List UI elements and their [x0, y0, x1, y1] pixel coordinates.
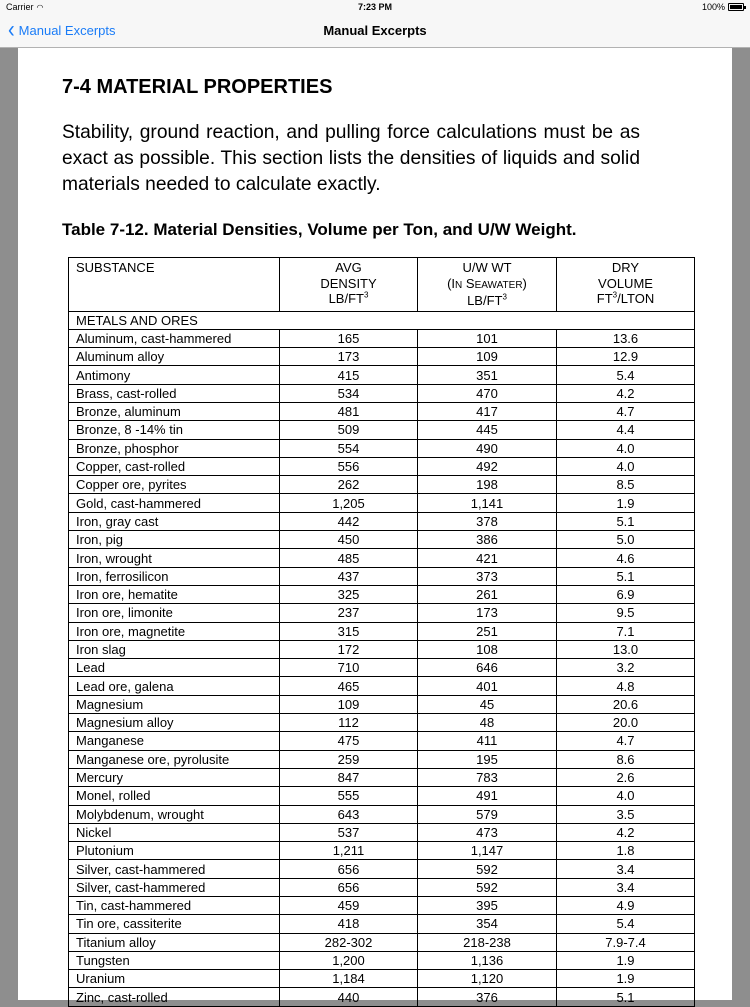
avg-density-cell: 475: [280, 732, 418, 750]
table-body: [69, 311, 695, 1006]
dry-volume-cell: 3.2: [557, 659, 695, 677]
header-avg-l3: LB/FT: [328, 291, 364, 306]
avg-density-cell: 1,200: [280, 951, 418, 969]
uw-weight-cell: 417: [418, 402, 557, 420]
dry-volume-cell: 4.4: [557, 421, 695, 439]
dry-volume-cell: 20.0: [557, 714, 695, 732]
header-uw-l1: U/W WT: [462, 260, 512, 275]
header-substance: [69, 258, 280, 312]
substance-cell: Aluminum, cast-hammered: [69, 329, 280, 347]
avg-density-cell: 465: [280, 677, 418, 695]
battery-status: [702, 0, 744, 14]
avg-density-cell: 656: [280, 860, 418, 878]
dry-volume-cell: 4.9: [557, 897, 695, 915]
group-label: METALS AND ORES: [69, 311, 695, 329]
avg-density-cell: 315: [280, 622, 418, 640]
header-uw-l3: LB/FT: [467, 293, 503, 308]
uw-weight-cell: 473: [418, 823, 557, 841]
uw-weight-cell: 373: [418, 567, 557, 585]
table-row: [69, 549, 695, 567]
table-header-row: [69, 258, 695, 312]
dry-volume-cell: 4.7: [557, 732, 695, 750]
chevron-left-icon: ‹: [8, 16, 15, 44]
substance-cell: Iron slag: [69, 640, 280, 658]
uw-weight-cell: 411: [418, 732, 557, 750]
avg-density-cell: 847: [280, 768, 418, 786]
substance-cell: Iron ore, magnetite: [69, 622, 280, 640]
avg-density-cell: 262: [280, 476, 418, 494]
avg-density-cell: 1,184: [280, 970, 418, 988]
avg-density-cell: 109: [280, 695, 418, 713]
substance-cell: Copper, cast-rolled: [69, 457, 280, 475]
uw-weight-cell: 101: [418, 329, 557, 347]
table-row: [69, 878, 695, 896]
table-row: [69, 805, 695, 823]
uw-weight-cell: 783: [418, 768, 557, 786]
table-row: [69, 988, 695, 1006]
avg-density-cell: 1,211: [280, 842, 418, 860]
substance-cell: Aluminum alloy: [69, 348, 280, 366]
table-row: [69, 787, 695, 805]
substance-cell: Plutonium: [69, 842, 280, 860]
header-avg-sup: 3: [363, 290, 369, 300]
table-row: [69, 659, 695, 677]
table-row: [69, 585, 695, 603]
substance-cell: Bronze, 8 -14% tin: [69, 421, 280, 439]
uw-weight-cell: 1,120: [418, 970, 557, 988]
dry-volume-cell: 5.1: [557, 512, 695, 530]
table-row: [69, 823, 695, 841]
header-uw-l2-sc1: N: [455, 279, 463, 291]
header-dry-l3a: FT: [596, 291, 613, 306]
substance-cell: Titanium alloy: [69, 933, 280, 951]
nav-title: Manual Excerpts: [323, 23, 427, 38]
header-uw-l2-sc2: EAWATER: [474, 279, 523, 291]
avg-density-cell: 643: [280, 805, 418, 823]
uw-weight-cell: 401: [418, 677, 557, 695]
intro-paragraph: Stability, ground reaction, and pulling force calculations must be as exact as possible. This section lists the densities of liquids and solid materials needed to calculate exactly.: [62, 122, 640, 195]
table-row: [69, 366, 695, 384]
section-heading: 7-4 MATERIAL PROPERTIES: [62, 76, 333, 98]
dry-volume-cell: 8.6: [557, 750, 695, 768]
table-row: [69, 531, 695, 549]
table-row: [69, 329, 695, 347]
uw-weight-cell: 108: [418, 640, 557, 658]
table-row: [69, 897, 695, 915]
table-caption: Table 7-12. Material Densities, Volume per Ton, and U/W Weight.: [62, 220, 577, 239]
dry-volume-cell: 13.6: [557, 329, 695, 347]
dry-volume-cell: 5.4: [557, 915, 695, 933]
avg-density-cell: 282-302: [280, 933, 418, 951]
substance-cell: Gold, cast-hammered: [69, 494, 280, 512]
substance-cell: Manganese ore, pyrolusite: [69, 750, 280, 768]
substance-cell: Uranium: [69, 970, 280, 988]
substance-cell: Monel, rolled: [69, 787, 280, 805]
table-row: [69, 842, 695, 860]
table-row: [69, 384, 695, 402]
header-dry-l3b: /LTON: [617, 291, 655, 306]
dry-volume-cell: 4.0: [557, 439, 695, 457]
substance-cell: Magnesium alloy: [69, 714, 280, 732]
substance-cell: Bronze, aluminum: [69, 402, 280, 420]
avg-density-cell: 485: [280, 549, 418, 567]
avg-density-cell: 112: [280, 714, 418, 732]
status-bar: [0, 0, 750, 14]
uw-weight-cell: 218-238: [418, 933, 557, 951]
table-row: [69, 348, 695, 366]
uw-weight-cell: 470: [418, 384, 557, 402]
substance-cell: Iron, ferrosilicon: [69, 567, 280, 585]
uw-weight-cell: 386: [418, 531, 557, 549]
table-row: [69, 622, 695, 640]
substance-cell: Tin ore, cassiterite: [69, 915, 280, 933]
substance-cell: Silver, cast-hammered: [69, 860, 280, 878]
table-row: [69, 860, 695, 878]
dry-volume-cell: 5.1: [557, 567, 695, 585]
header-avg-l1: AVG: [335, 260, 362, 275]
dry-volume-cell: 3.4: [557, 860, 695, 878]
uw-weight-cell: 492: [418, 457, 557, 475]
table-row: [69, 677, 695, 695]
dry-volume-cell: 1.8: [557, 842, 695, 860]
dry-volume-cell: 13.0: [557, 640, 695, 658]
header-dry-l2: VOLUME: [598, 275, 653, 291]
table-row: [69, 494, 695, 512]
uw-weight-cell: 1,136: [418, 951, 557, 969]
uw-weight-cell: 579: [418, 805, 557, 823]
avg-density-cell: 259: [280, 750, 418, 768]
avg-density-cell: 442: [280, 512, 418, 530]
document-page[interactable]: [18, 48, 732, 1005]
dry-volume-cell: 4.0: [557, 787, 695, 805]
avg-density-cell: 173: [280, 348, 418, 366]
table-row: [69, 970, 695, 988]
table-row: [69, 512, 695, 530]
avg-density-cell: 556: [280, 457, 418, 475]
dry-volume-cell: 20.6: [557, 695, 695, 713]
substance-cell: Iron, gray cast: [69, 512, 280, 530]
avg-density-cell: 1,205: [280, 494, 418, 512]
avg-density-cell: 165: [280, 329, 418, 347]
header-uw-l2-close: ): [522, 275, 527, 291]
uw-weight-cell: 1,147: [418, 842, 557, 860]
header-dry-volume: [557, 258, 695, 312]
navigation-bar: [0, 14, 750, 48]
avg-density-cell: 415: [280, 366, 418, 384]
substance-cell: Silver, cast-hammered: [69, 878, 280, 896]
table-row: [69, 421, 695, 439]
substance-cell: Bronze, phosphor: [69, 439, 280, 457]
dry-volume-cell: 5.1: [557, 988, 695, 1006]
substance-cell: Manganese: [69, 732, 280, 750]
uw-weight-cell: 109: [418, 348, 557, 366]
density-table: [68, 257, 695, 1007]
uw-weight-cell: 376: [418, 988, 557, 1006]
header-uw-sup: 3: [502, 292, 507, 302]
header-dry-l1: DRY: [611, 260, 640, 275]
avg-density-cell: 450: [280, 531, 418, 549]
dry-volume-cell: 3.4: [557, 878, 695, 896]
table-row: [69, 457, 695, 475]
uw-weight-cell: 173: [418, 604, 557, 622]
header-avg-l2: DENSITY: [320, 275, 377, 291]
avg-density-cell: 509: [280, 421, 418, 439]
table-row: [69, 714, 695, 732]
dry-volume-cell: 9.5: [557, 604, 695, 622]
substance-cell: Iron ore, hematite: [69, 585, 280, 603]
table-row: [69, 695, 695, 713]
substance-cell: Mercury: [69, 768, 280, 786]
uw-weight-cell: 198: [418, 476, 557, 494]
table-row: [69, 732, 695, 750]
dry-volume-cell: 4.0: [557, 457, 695, 475]
uw-weight-cell: 378: [418, 512, 557, 530]
uw-weight-cell: 45: [418, 695, 557, 713]
uw-weight-cell: 592: [418, 860, 557, 878]
dry-volume-cell: 3.5: [557, 805, 695, 823]
substance-cell: Brass, cast-rolled: [69, 384, 280, 402]
uw-weight-cell: 261: [418, 585, 557, 603]
avg-density-cell: 710: [280, 659, 418, 677]
wifi-icon: ◠: [36, 3, 44, 12]
uw-weight-cell: 421: [418, 549, 557, 567]
dry-volume-cell: 6.9: [557, 585, 695, 603]
dry-volume-cell: 7.9-7.4: [557, 933, 695, 951]
dry-volume-cell: 4.2: [557, 384, 695, 402]
avg-density-cell: 534: [280, 384, 418, 402]
table-row: [69, 915, 695, 933]
dry-volume-cell: 1.9: [557, 970, 695, 988]
uw-weight-cell: 48: [418, 714, 557, 732]
table-row: [69, 951, 695, 969]
substance-cell: Iron ore, limonite: [69, 604, 280, 622]
dry-volume-cell: 1.9: [557, 494, 695, 512]
header-uw-l2-open: (I: [447, 275, 456, 291]
battery-icon: [728, 3, 744, 11]
clock: 7:23 PM: [357, 2, 392, 12]
dry-volume-cell: 4.2: [557, 823, 695, 841]
dry-volume-cell: 4.7: [557, 402, 695, 420]
uw-weight-cell: 592: [418, 878, 557, 896]
dry-volume-cell: 4.6: [557, 549, 695, 567]
uw-weight-cell: 490: [418, 439, 557, 457]
avg-density-cell: 437: [280, 567, 418, 585]
substance-cell: Copper ore, pyrites: [69, 476, 280, 494]
avg-density-cell: 237: [280, 604, 418, 622]
dry-volume-cell: 4.8: [557, 677, 695, 695]
uw-weight-cell: 195: [418, 750, 557, 768]
uw-weight-cell: 354: [418, 915, 557, 933]
avg-density-cell: 554: [280, 439, 418, 457]
avg-density-cell: 481: [280, 402, 418, 420]
uw-weight-cell: 1,141: [418, 494, 557, 512]
table-row: [69, 439, 695, 457]
avg-density-cell: 537: [280, 823, 418, 841]
header-uw-weight: [418, 258, 557, 312]
table-row: [69, 567, 695, 585]
substance-cell: Tungsten: [69, 951, 280, 969]
uw-weight-cell: 445: [418, 421, 557, 439]
avg-density-cell: 418: [280, 915, 418, 933]
carrier-text: Carrier: [6, 2, 34, 12]
dry-volume-cell: 5.0: [557, 531, 695, 549]
dry-volume-cell: 1.9: [557, 951, 695, 969]
group-row: [69, 311, 695, 329]
uw-weight-cell: 646: [418, 659, 557, 677]
substance-cell: Tin, cast-hammered: [69, 897, 280, 915]
table-row: [69, 402, 695, 420]
header-substance-text: SUBSTANCE: [76, 260, 155, 275]
dry-volume-cell: 7.1: [557, 622, 695, 640]
substance-cell: Lead ore, galena: [69, 677, 280, 695]
dry-volume-cell: 5.4: [557, 366, 695, 384]
substance-cell: Iron, pig: [69, 531, 280, 549]
table-row: [69, 476, 695, 494]
substance-cell: Lead: [69, 659, 280, 677]
uw-weight-cell: 351: [418, 366, 557, 384]
table-row: [69, 604, 695, 622]
table-row: [69, 933, 695, 951]
avg-density-cell: 555: [280, 787, 418, 805]
table-row: [69, 768, 695, 786]
uw-weight-cell: 395: [418, 897, 557, 915]
battery-percent: 100%: [701, 2, 725, 12]
avg-density-cell: 459: [280, 897, 418, 915]
back-button-label: Manual Excerpts: [18, 22, 116, 38]
substance-cell: Molybdenum, wrought: [69, 805, 280, 823]
substance-cell: Iron, wrought: [69, 549, 280, 567]
avg-density-cell: 656: [280, 878, 418, 896]
uw-weight-cell: 491: [418, 787, 557, 805]
substance-cell: Magnesium: [69, 695, 280, 713]
header-avg-density: [280, 258, 418, 312]
dry-volume-cell: 8.5: [557, 476, 695, 494]
dry-volume-cell: 12.9: [557, 348, 695, 366]
substance-cell: Zinc, cast-rolled: [69, 988, 280, 1006]
substance-cell: Nickel: [69, 823, 280, 841]
avg-density-cell: 172: [280, 640, 418, 658]
table-row: [69, 640, 695, 658]
header-dry-sup: 3: [612, 290, 618, 300]
table-row: [69, 750, 695, 768]
substance-cell: Antimony: [69, 366, 280, 384]
header-uw-l2-mid: S: [462, 275, 475, 291]
avg-density-cell: 325: [280, 585, 418, 603]
uw-weight-cell: 251: [418, 622, 557, 640]
avg-density-cell: 440: [280, 988, 418, 1006]
dry-volume-cell: 2.6: [557, 768, 695, 786]
